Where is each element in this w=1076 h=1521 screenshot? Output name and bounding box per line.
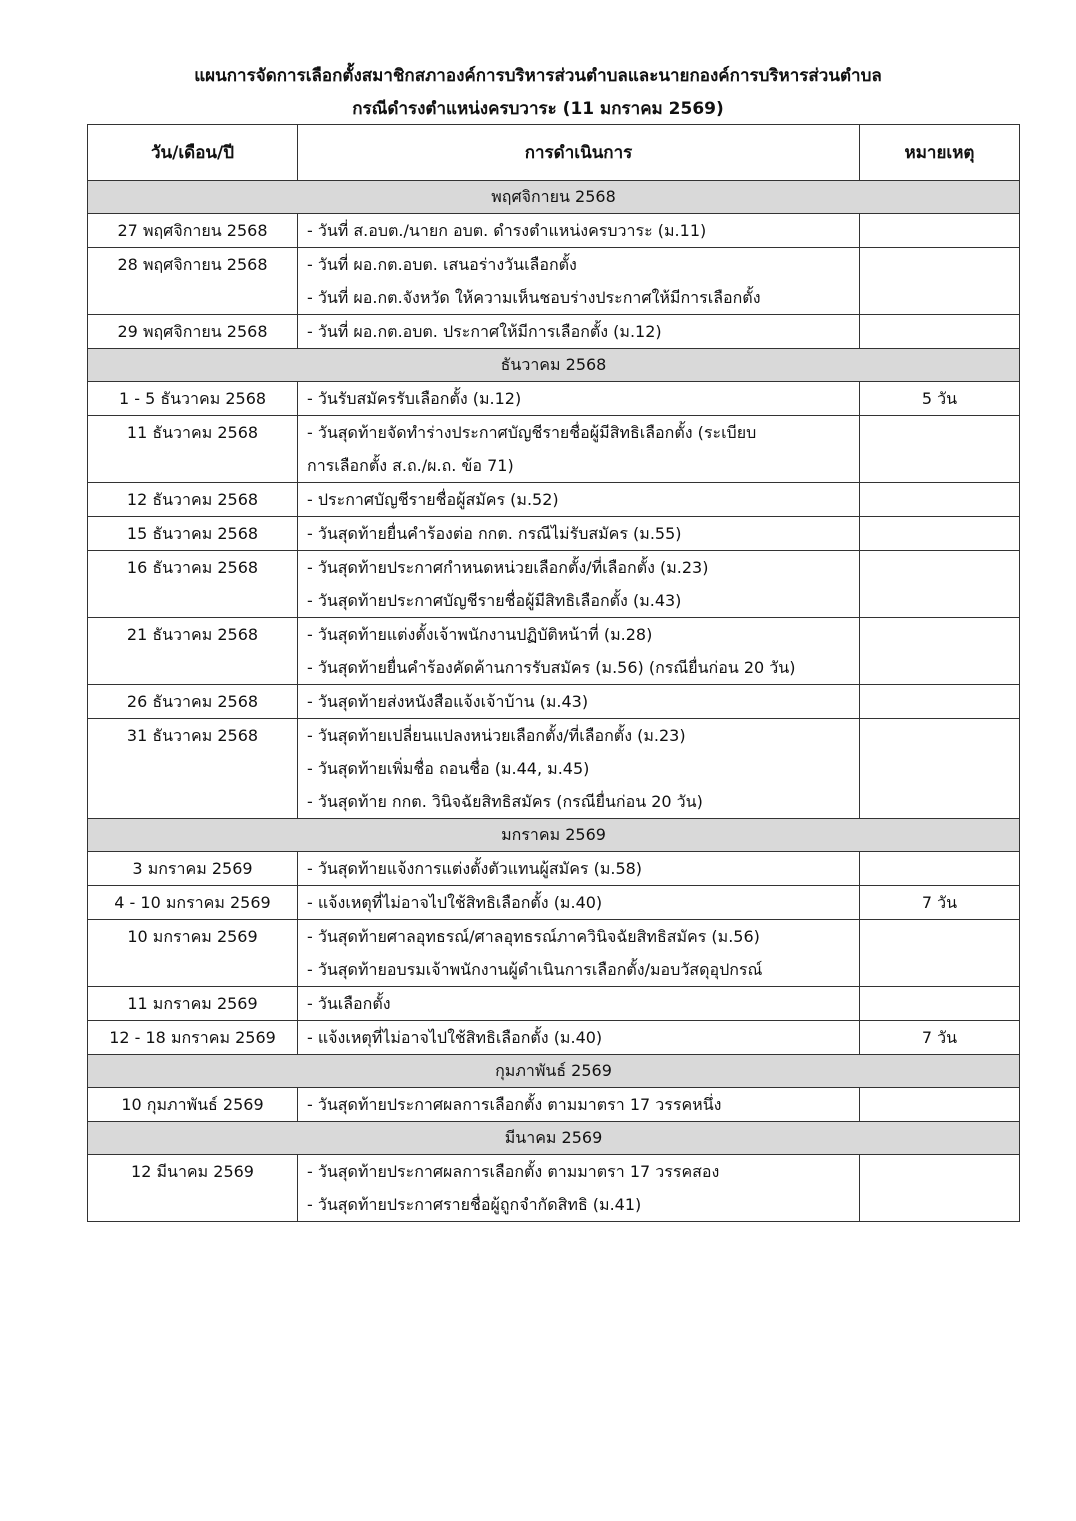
note-cell [860,483,1020,517]
action-line: - วันสุดท้ายแจ้งการแต่งตั้งตัวแทนผู้สมัคร (ม.58) [307,859,643,878]
note-cell: 5 วัน [860,382,1020,416]
table-row [88,517,1020,551]
action-cell [298,416,860,483]
date-cell: 28 พฤศจิกายน 2568 [88,248,298,315]
action-line: - วันสุดท้ายเพิ่มชื่อ ถอนชื่อ (ม.44, ม.45) [307,759,590,778]
table-row [88,987,1020,1021]
action-cell [298,483,860,517]
month-label: มกราคม 2569 [88,819,1020,852]
month-label: มีนาคม 2569 [88,1122,1020,1155]
action-cell [298,315,860,349]
date-cell: 11 ธันวาคม 2568 [88,416,298,483]
date-cell: 1 - 5 ธันวาคม 2568 [88,382,298,416]
table-row [88,719,1020,819]
date-cell: 11 มกราคม 2569 [88,987,298,1021]
table-row [88,685,1020,719]
action-cell [298,248,860,315]
date-cell: 29 พฤศจิกายน 2568 [88,315,298,349]
action-cell [298,920,860,987]
header-note: หมายเหตุ [860,125,1020,181]
table-row [88,214,1020,248]
date-cell: 12 ธันวาคม 2568 [88,483,298,517]
month-section-row [88,181,1020,214]
action-cell [298,1021,860,1055]
action-line: - แจ้งเหตุที่ไม่อาจไปใช้สิทธิเลือกตั้ง (ม.40) [307,1028,603,1047]
month-section-row [88,819,1020,852]
table-row [88,483,1020,517]
action-line: - วันสุดท้ายแต่งตั้งเจ้าพนักงานปฏิบัติหน้าที่ (ม.28) [307,625,653,644]
date-cell: 16 ธันวาคม 2568 [88,551,298,618]
action-line: - วันสุดท้ายประกาศผลการเลือกตั้ง ตามมาตรา 17 วรรคสอง [307,1162,720,1181]
note-cell: 7 วัน [860,886,1020,920]
document-title-line-2: กรณีดำรงตำแหน่งครบวาระ (11 มกราคม 2569) [352,99,724,119]
table-row [88,315,1020,349]
date-cell: 12 มีนาคม 2569 [88,1155,298,1222]
action-cell [298,886,860,920]
table-row [88,1021,1020,1055]
header-date: วัน/เดือน/ปี [88,125,298,181]
action-cell [298,214,860,248]
action-line: - วันเลือกตั้ง [307,994,391,1013]
action-line: - วันสุดท้ายประกาศรายชื่อผู้ถูกจำกัดสิทธิ (ม.41) [307,1195,642,1214]
action-line: - ประกาศบัญชีรายชื่อผู้สมัคร (ม.52) [307,490,559,509]
note-cell: 7 วัน [860,1021,1020,1055]
month-section-row [88,349,1020,382]
table-header-row [88,125,1020,181]
note-cell [860,551,1020,618]
date-cell: 31 ธันวาคม 2568 [88,719,298,819]
action-line: - วันสุดท้ายประกาศผลการเลือกตั้ง ตามมาตรา 17 วรรคหนึ่ง [307,1095,722,1114]
action-cell [298,551,860,618]
table-row [88,416,1020,483]
date-cell: 10 กุมภาพันธ์ 2569 [88,1088,298,1122]
date-cell: 4 - 10 มกราคม 2569 [88,886,298,920]
action-line: - วันสุดท้ายประกาศบัญชีรายชื่อผู้มีสิทธิเลือกตั้ง (ม.43) [307,591,682,610]
action-cell [298,382,860,416]
action-line: - วันสุดท้ายยื่นคำร้องต่อ กกต. กรณีไม่รับสมัคร (ม.55) [307,524,682,543]
action-cell [298,618,860,685]
date-cell: 15 ธันวาคม 2568 [88,517,298,551]
action-line: - วันที่ ผอ.กต.อบต. ประกาศให้มีการเลือกตั้ง (ม.12) [307,322,662,341]
action-line: - วันสุดท้ายศาลอุทธรณ์/ศาลอุทธรณ์ภาควินิจฉัยสิทธิสมัคร (ม.56) [307,927,760,946]
action-line: การเลือกตั้ง ส.ถ./ผ.ถ. ข้อ 71) [307,456,514,475]
date-cell: 12 - 18 มกราคม 2569 [88,1021,298,1055]
note-cell [860,315,1020,349]
date-cell: 3 มกราคม 2569 [88,852,298,886]
note-cell [860,416,1020,483]
action-line: - วันสุดท้ายยื่นคำร้องคัดค้านการรับสมัคร (ม.56) (กรณียื่นก่อน 20 วัน) [307,658,796,677]
action-line: - วันรับสมัครรับเลือกตั้ง (ม.12) [307,389,522,408]
note-cell [860,987,1020,1021]
action-cell [298,719,860,819]
action-line: - วันสุดท้ายจัดทำร่างประกาศบัญชีรายชื่อผู้มีสิทธิเลือกตั้ง (ระเบียบ [307,423,757,442]
note-cell [860,248,1020,315]
action-line: - วันที่ ผอ.กต.อบต. เสนอร่างวันเลือกตั้ง [307,255,577,274]
action-line: - วันที่ ผอ.กต.จังหวัด ให้ความเห็นชอบร่างประกาศให้มีการเลือกตั้ง [307,288,761,307]
note-cell [860,920,1020,987]
table-row [88,852,1020,886]
table-row [88,920,1020,987]
table-row [88,1155,1020,1222]
election-schedule-table [87,124,1020,1222]
action-line: - วันสุดท้ายอบรมเจ้าพนักงานผู้ดำเนินการเลือกตั้ง/มอบวัสดุอุปกรณ์ [307,960,763,979]
action-cell [298,852,860,886]
date-cell: 26 ธันวาคม 2568 [88,685,298,719]
table-row [88,382,1020,416]
table-row [88,618,1020,685]
month-label: ธันวาคม 2568 [88,349,1020,382]
table-row [88,551,1020,618]
month-section-row [88,1122,1020,1155]
document-title-line-1: แผนการจัดการเลือกตั้งสมาชิกสภาองค์การบริหารส่วนตำบลและนายกองค์การบริหารส่วนตำบล [194,66,882,86]
month-label: กุมภาพันธ์ 2569 [88,1055,1020,1088]
action-cell [298,987,860,1021]
month-section-row [88,1055,1020,1088]
note-cell [860,685,1020,719]
action-line: - วันสุดท้ายส่งหนังสือแจ้งเจ้าบ้าน (ม.43) [307,692,589,711]
table-row [88,1088,1020,1122]
action-line: - วันสุดท้ายเปลี่ยนแปลงหน่วยเลือกตั้ง/ที่เลือกตั้ง (ม.23) [307,726,686,745]
table-row [88,248,1020,315]
action-line: - แจ้งเหตุที่ไม่อาจไปใช้สิทธิเลือกตั้ง (ม.40) [307,893,603,912]
note-cell [860,719,1020,819]
note-cell [860,852,1020,886]
action-line: - วันที่ ส.อบต./นายก อบต. ดำรงตำแหน่งครบวาระ (ม.11) [307,221,707,240]
date-cell: 27 พฤศจิกายน 2568 [88,214,298,248]
table-row [88,886,1020,920]
action-cell [298,685,860,719]
header-action: การดำเนินการ [298,125,860,181]
note-cell [860,618,1020,685]
note-cell [860,214,1020,248]
action-line: - วันสุดท้ายประกาศกำหนดหน่วยเลือกตั้ง/ที่เลือกตั้ง (ม.23) [307,558,709,577]
date-cell: 10 มกราคม 2569 [88,920,298,987]
action-cell [298,1088,860,1122]
date-cell: 21 ธันวาคม 2568 [88,618,298,685]
action-line: - วันสุดท้าย กกต. วินิจฉัยสิทธิสมัคร (กรณียื่นก่อน 20 วัน) [307,792,703,811]
note-cell [860,517,1020,551]
month-label: พฤศจิกายน 2568 [88,181,1020,214]
action-cell [298,517,860,551]
note-cell [860,1155,1020,1222]
note-cell [860,1088,1020,1122]
action-cell [298,1155,860,1222]
